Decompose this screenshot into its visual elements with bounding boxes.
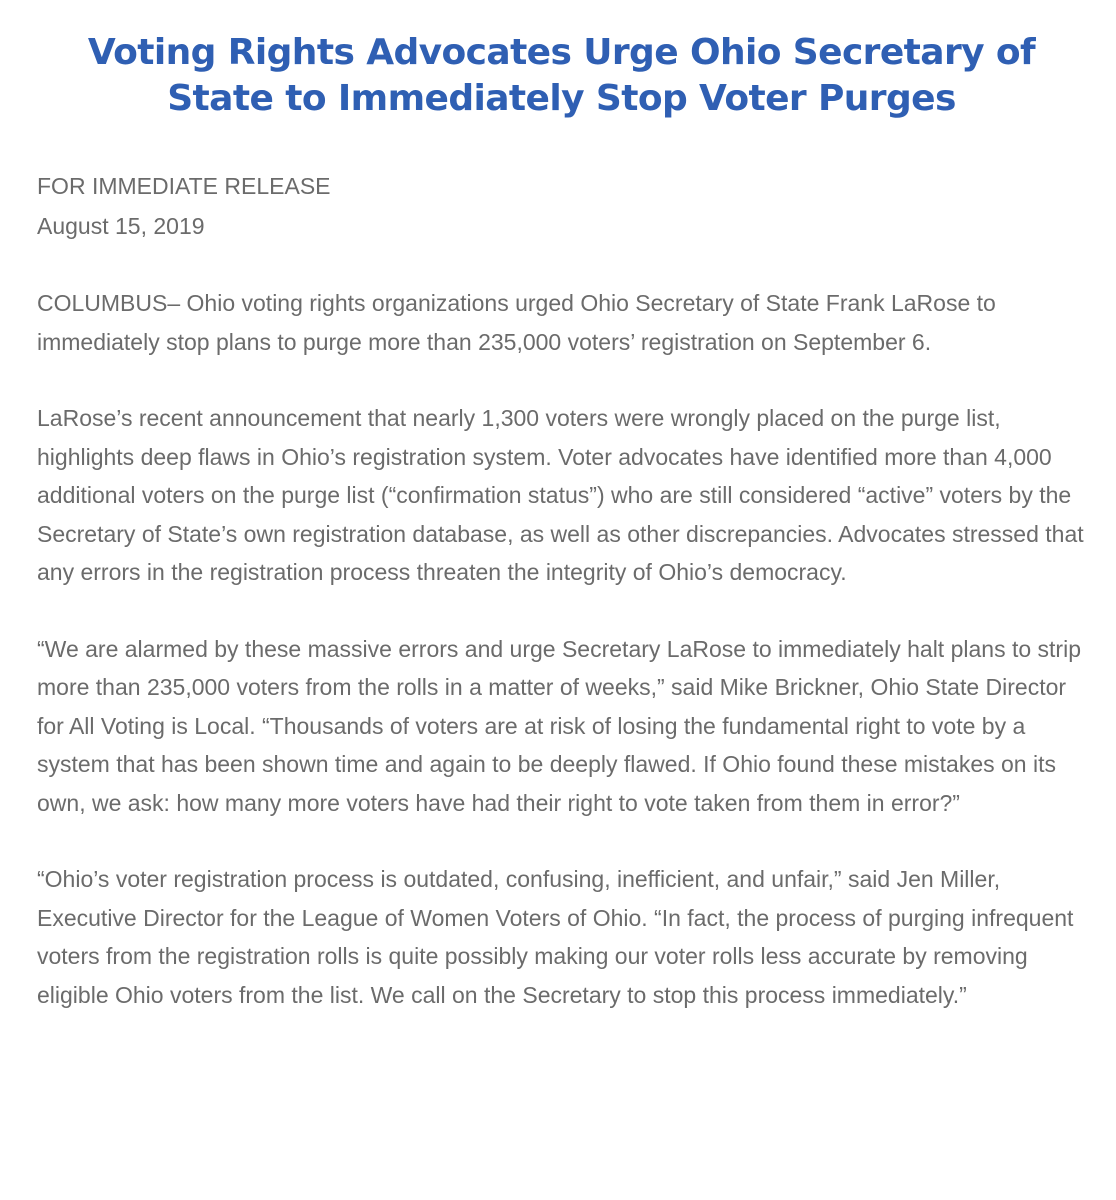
release-label: FOR IMMEDIATE RELEASE (37, 173, 331, 200)
paragraph-quote-brickner: “We are alarmed by these massive errors and urge Secretary LaRose to immediately halt plans to strip more than 235,000 voters from the rolls in a matter of weeks,” said Mike Brickner, Ohio State Director for All Voting is Local. “Thousands of voters are at risk of losing the fundamental right to vote by a system that has been shown time and again to be deeply flawed. If Ohio found these mistakes on its own, we ask: how many more voters have had their right to vote taken from them in error?” (37, 635, 1081, 816)
release-info (37, 166, 1086, 246)
press-release-title: Voting Rights Advocates Urge Ohio Secretary of State to Immediately Stop Voter Purges (87, 32, 1036, 120)
paragraph-announcement: LaRose’s recent announcement that nearly 1,300 voters were wrongly placed on the purge list, highlights deep flaws in Ohio’s registration system. Voter advocates have identified more than 4,000 additional voters on the purge list (“confirmation status”) who are still considered “active” voters by the Secretary of State’s own registration database, as well as other discrepancies. Advocates stressed that any errors in the registration process threaten the integrity of Ohio’s democracy. (37, 405, 1084, 586)
paragraph-intro: COLUMBUS– Ohio voting rights organizations urged Ohio Secretary of State Frank LaRose to immediately stop plans to purge more than 235,000 voters’ registration on September 6. (37, 290, 996, 355)
paragraph-quote-miller: “Ohio’s voter registration process is outdated, confusing, inefficient, and unfair,” said Jen Miller, Executive Director for the League of Women Voters of Ohio. “In fact, the process of purging infrequent voters from the registration rolls is quite possibly making our voter rolls less accurate by removing eligible Ohio voters from the list. We call on the Secretary to stop this process immediately.” (37, 866, 1074, 1008)
release-date: August 15, 2019 (37, 213, 205, 240)
